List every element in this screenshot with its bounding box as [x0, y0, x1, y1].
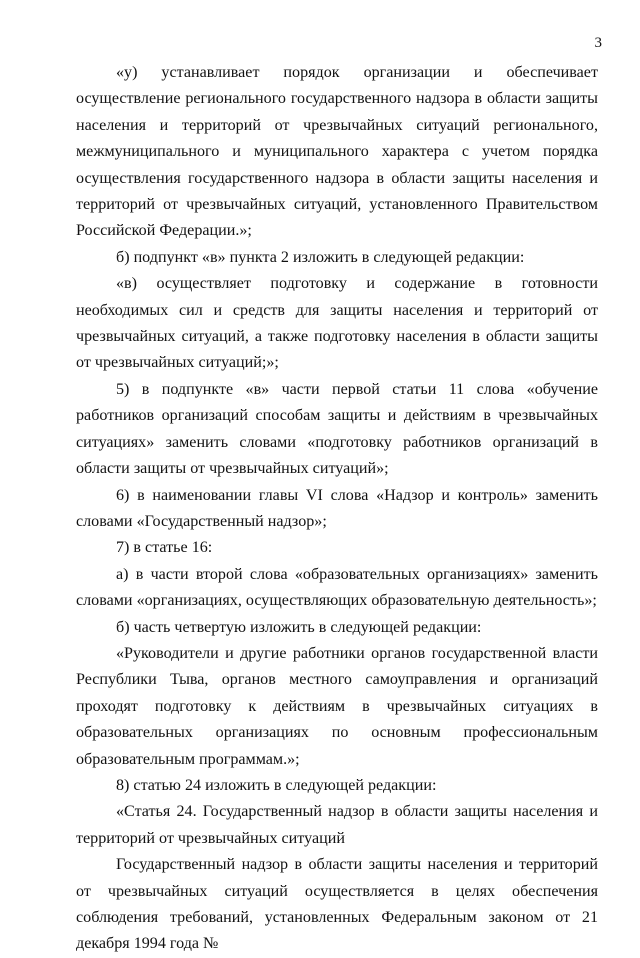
paragraph: «Руководители и другие работники органов государственной власти Республики Тыва, органов местного самоуправления и организаций проходят подготовку к действиям в чрезвычайных ситуациях в образовательных организациях по основным профессиональным образовательным программам.»; [76, 644, 598, 768]
paragraph: 7) в статье 16: [116, 539, 213, 557]
paragraph: «Статья 24. Государственный надзор в области защиты населения и территорий от чрезвычайных ситуаций [76, 803, 598, 847]
paragraph: «в) осуществляет подготовку и содержание в готовности необходимых сил и средств для защиты населения и территорий от чрезвычайных ситуаций, а также подготовку населения в области защиты от чрезвычайных ситуаций;»; [76, 275, 598, 372]
page-number: 3 [594, 35, 602, 51]
paragraph: 8) статью 24 изложить в следующей редакции: [116, 776, 437, 794]
paragraph: а) в части второй слова «образовательных организациях» заменить словами «организациях, осуществляющих образовательную деятельность»; [76, 565, 598, 610]
paragraph: б) подпункт «в» пункта 2 изложить в следующей редакции: [116, 248, 525, 266]
paragraph: Государственный надзор в области защиты населения и территорий от чрезвычайных ситуаций осуществляется в целях обеспечения соблюдения требований, установленных Федеральным законом от 21 декабря 1994 года № [76, 856, 598, 953]
document-body [76, 60, 598, 958]
paragraph: 5) в подпункте «в» части первой статьи 11 слова «обучение работников организаций способам защиты и действиям в чрезвычайных ситуациях» заменить словами «подготовку работников организаций в области защиты от чрезвычайных ситуаций»; [76, 380, 598, 478]
paragraph: «у) устанавливает порядок организации и обеспечивает осуществление регионального государственного надзора в области защиты населения и территорий от чрезвычайных ситуаций регионального, межмуниципального и муниципального характера с учетом порядка осуществления государственного надзора в области защиты населения и территорий от чрезвычайных ситуаций, установленного Правительством Российской Федерации.»; [76, 64, 598, 240]
paragraph: 6) в наименовании главы VI слова «Надзор и контроль» заменить словами «Государственный надзор»; [76, 486, 598, 530]
paragraph: б) часть четвертую изложить в следующей редакции: [116, 618, 482, 636]
